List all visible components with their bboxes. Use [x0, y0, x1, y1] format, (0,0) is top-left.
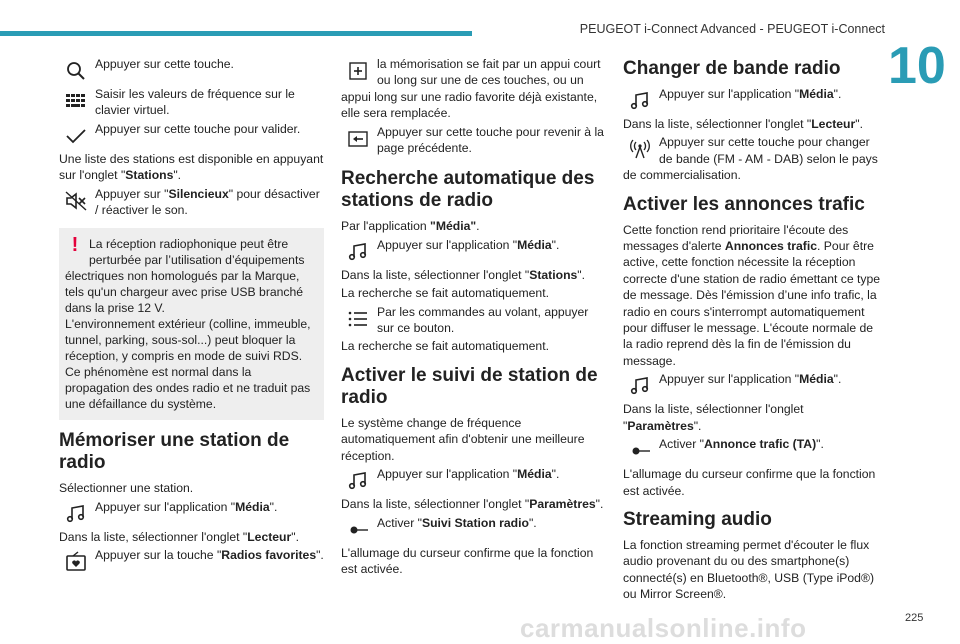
paragraph-parametres: Dans la liste, sélectionner l'onglet "Paramètres".	[623, 402, 804, 433]
mute-icon	[59, 186, 93, 216]
instruction-text: Saisir les valeurs de fréquence sur le clavier virtuel.	[95, 87, 295, 118]
music-note-icon	[341, 466, 375, 496]
list-icon	[341, 304, 375, 334]
column-3	[623, 56, 885, 605]
paragraph-confirm: L'allumage du curseur confirme que la fonction est activée.	[341, 545, 594, 576]
instruction-validate	[59, 121, 324, 151]
heading-recherche: Recherche automatique des stations de radio	[341, 168, 595, 212]
music-note-icon	[341, 237, 375, 267]
warning-exclamation-icon: !	[71, 234, 79, 257]
instruction-media-app	[623, 86, 885, 116]
instruction-text: la mémorisation se fait par un appui court ou long sur une de ces touches, ou un appui long sur une radio favorite déjà existante, elle sera remplacée.	[341, 57, 601, 121]
instruction-toggle	[341, 515, 606, 545]
page-header-title: PEUGEOT i-Connect Advanced - PEUGEOT i-Connect	[579, 22, 885, 36]
add-icon	[341, 56, 375, 86]
toggle-icon	[341, 515, 375, 545]
instruction-back	[341, 124, 606, 159]
instruction-media-app	[341, 237, 606, 267]
favorite-radio-icon	[59, 547, 93, 577]
music-note-icon	[59, 499, 93, 529]
search-icon	[59, 56, 93, 86]
chapter-number: 10	[888, 37, 946, 95]
instruction-text: Appuyer sur la touche "Radios favorites".	[95, 548, 324, 563]
paragraph-memorisation	[341, 56, 606, 122]
instruction-mute	[59, 186, 324, 221]
paragraph-lecteur: Dans la liste, sélectionner l'onglet "Lecteur".	[623, 117, 863, 131]
warning-box	[59, 228, 324, 420]
music-note-icon	[623, 86, 657, 116]
instruction-text: Appuyer sur l'application "Média".	[377, 467, 560, 482]
instruction-favorites	[59, 547, 324, 577]
paragraph-stations-tab: Dans la liste, sélectionner l'onglet "Stations".	[341, 267, 586, 282]
paragraph-parametres: Dans la liste, sélectionner l'onglet "Paramètres".	[341, 497, 604, 512]
checkmark-icon	[59, 121, 93, 151]
heading-suivi: Activer le suivi de station de radio	[341, 364, 598, 408]
column-2	[341, 56, 606, 579]
heading-annonces: Activer les annonces trafic	[623, 193, 865, 215]
header-accent-bar	[0, 31, 472, 36]
antenna-icon	[623, 134, 657, 164]
instruction-text: Appuyer sur cette touche.	[95, 57, 234, 71]
instruction-media-app	[59, 499, 324, 529]
back-icon	[341, 124, 375, 154]
instruction-text: Appuyer sur l'application "Média".	[659, 87, 842, 101]
instruction-band	[623, 134, 885, 183]
watermark: carmanualsonline.info	[520, 613, 807, 643]
instruction-toggle	[623, 436, 885, 466]
paragraph-par-application: Par l'application "Média".	[341, 219, 480, 234]
instruction-text: Appuyer sur l'application "Média".	[659, 372, 842, 387]
instruction-text: Activer "Annonce trafic (TA)".	[659, 437, 824, 452]
paragraph-confirm: L'allumage du curseur confirme que la fonction est activée.	[623, 467, 876, 498]
paragraph-lecteur: Dans la liste, sélectionner l'onglet "Lecteur".	[59, 529, 299, 544]
keyboard-icon	[59, 86, 93, 116]
instruction-steering	[341, 304, 606, 339]
page-number: 225	[905, 612, 924, 624]
instruction-search	[59, 56, 324, 86]
paragraph-auto-2: La recherche se fait automatiquement.	[341, 339, 549, 354]
instruction-text: Activer "Suivi Station radio".	[377, 515, 537, 530]
paragraph-select-station: Sélectionner une station.	[59, 481, 194, 496]
heading-memoriser: Mémoriser une station de radio	[59, 430, 290, 474]
instruction-media-app	[623, 371, 885, 401]
warning-text: La réception radiophonique peut être perturbée par l’utilisation d’équipements électriques non homologués par la Marque, tels qu'un chargeur avec prise USB branché dans la prise 12 V. L'environnement extérieur (colline, immeuble, tunnel, parking, sous-sol...) peut bloquer la réception, y compris en mode de suivi RDS. Ce phénomène est normal dans la propagation des ondes radio et ne traduit pas une défaillance du système.	[65, 237, 311, 412]
column-1	[59, 56, 324, 577]
paragraph-annonces-desc: Cette fonction rend prioritaire l'écoute des messages d'alerte Annonces trafic. Pour être active, cette fonction nécessite la réception correcte d'une station de radio émettant ce type de message. Dès l'émission d’une info trafic, la radio en cours s'interrompt automatiquement pour diffuser le message. L'écoute normale de la radio reprend dès la fin de l'émission du message.	[623, 222, 881, 368]
paragraph-stations: Une liste des stations est disponible en appuyant sur l'onglet "Stations".	[59, 151, 324, 183]
paragraph-auto: La recherche se fait automatiquement.	[341, 286, 549, 301]
heading-streaming: Streaming audio	[623, 508, 772, 530]
instruction-text: Par les commandes au volant, appuyer sur ce bouton.	[377, 304, 589, 336]
instruction-text: Appuyer sur cette touche pour revenir à la page précédente.	[377, 124, 604, 156]
instruction-keyboard	[59, 86, 324, 121]
paragraph-suivi-desc: Le système change de fréquence automatiquement afin d'obtenir une meilleure réception.	[341, 415, 585, 463]
instruction-text: Appuyer sur cette touche pour valider.	[95, 121, 301, 136]
instruction-media-app	[341, 466, 606, 496]
paragraph-streaming: La fonction streaming permet d'écouter le flux audio provenant du ou des smartphone(s) connecté(s) en Bluetooth®, USB (Type iPod®) ou Mirror Screen®.	[623, 537, 874, 602]
heading-bande: Changer de bande radio	[623, 58, 841, 79]
music-note-icon	[623, 371, 657, 401]
instruction-text: Appuyer sur cette touche pour changer de bande (FM - AM - DAB) selon le pays de commercialisation.	[623, 135, 878, 183]
toggle-icon	[623, 436, 657, 466]
instruction-text: Appuyer sur l'application "Média".	[95, 499, 278, 514]
instruction-text: Appuyer sur "Silencieux" pour désactiver / réactiver le son.	[95, 186, 320, 218]
instruction-text: Appuyer sur l'application "Média".	[377, 237, 560, 252]
